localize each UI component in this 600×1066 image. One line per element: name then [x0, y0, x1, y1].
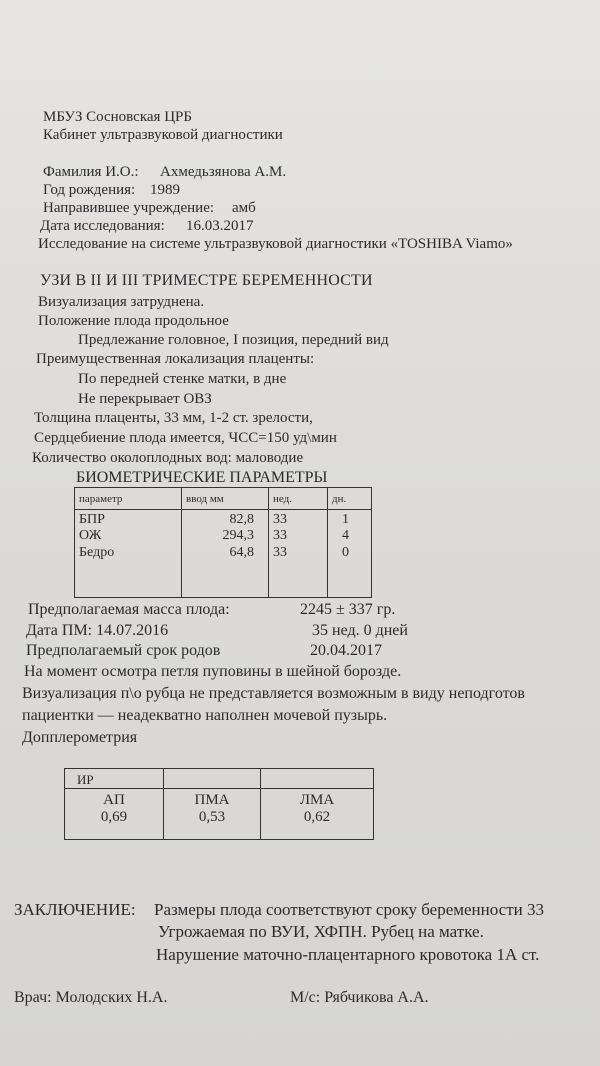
exam-title: УЗИ В II И III ТРИМЕСТРЕ БЕРЕМЕННОСТИ — [40, 272, 373, 289]
doppler-value: 0,69 — [65, 809, 164, 839]
finding-line: Преимущественная локализация плаценты: — [36, 351, 315, 367]
biometry-mm: 82,8 — [182, 510, 269, 529]
biometry-title: БИОМЕТРИЧЕСКИЕ ПАРАМЕТРЫ — [76, 469, 328, 486]
due-date-value: 20.04.2017 — [310, 642, 382, 659]
finding-line: Сердцебиение плода имеется, ЧСС=150 уд\мин — [34, 430, 337, 446]
doppler-title: Допплерометрия — [22, 729, 138, 746]
referral-value: амб — [232, 200, 256, 216]
conclusion-line: Размеры плода соответствуют сроку беременности 33 — [154, 900, 544, 919]
table-row — [65, 789, 374, 810]
referral-label: Направившее учреждение: — [43, 200, 215, 216]
doppler-header: ПМА — [164, 789, 261, 810]
conclusion-line: Угрожаемая по ВУИ, ХФПН. Рубец на матке. — [158, 922, 484, 941]
doppler-table — [64, 768, 374, 840]
table-row — [75, 528, 372, 545]
doppler-header-row — [65, 769, 374, 789]
conclusion-line: Нарушение маточно-плацентарного кровотока 1А ст. — [156, 945, 540, 964]
finding-line: Положение плода продольное — [38, 313, 229, 329]
ultrasound-system-line: Исследование на системе ультразвуковой диагностики «TOSHIBA Viamo» — [38, 236, 513, 252]
exam-date-label: Дата исследования: — [40, 218, 165, 234]
scar-visualization-line: Визуализация п\о рубца не представляется возможным в виду неподготов — [22, 685, 525, 702]
biometry-days: 4 — [342, 528, 349, 543]
finding-line: Предлежание головное, I позиция, передний вид — [78, 332, 389, 348]
ir-label: ИР — [65, 769, 164, 789]
biometry-header-row — [75, 488, 372, 510]
doppler-value: 0,62 — [303, 809, 331, 826]
table-row — [75, 545, 372, 562]
biometry-param: Бедро — [75, 545, 182, 562]
biometry-header: нед. — [269, 488, 328, 510]
table-row — [65, 809, 374, 839]
doppler-header: ЛМА — [299, 792, 335, 809]
conclusion-label: ЗАКЛЮЧЕНИЕ: — [14, 900, 136, 919]
doppler-header: АП — [65, 789, 164, 810]
biometry-header: ввод мм — [182, 488, 269, 510]
scar-visualization-line: пациентки — неадекватно наполнен мочевой пузырь. — [22, 707, 388, 724]
nurse-signature: М/с: Рябчикова А.А. — [290, 989, 429, 1006]
patient-name-value: Ахмедьзянова А.М. — [160, 164, 287, 180]
fetal-mass-label: Предполагаемая масса плода: — [28, 601, 230, 618]
lmp-value: 35 нед. 0 дней — [312, 622, 408, 639]
biometry-days: 1 — [342, 512, 349, 527]
exam-date-value: 16.03.2017 — [186, 218, 254, 234]
cord-line: На момент осмотра петля пуповины в шейной борозде. — [24, 663, 402, 680]
biometry-header: дн. — [332, 493, 347, 505]
biometry-weeks: 33 — [269, 510, 328, 529]
fetal-mass-value: 2245 ± 337 гр. — [300, 601, 396, 618]
table-row — [75, 510, 372, 529]
finding-line: По передней стенке матки, в дне — [78, 371, 287, 387]
doppler-value: 0,53 — [164, 809, 261, 839]
finding-line: Визуализация затруднена. — [38, 294, 205, 310]
birth-year-label: Год рождения: — [43, 182, 136, 198]
finding-line: Толщина плаценты, 33 мм, 1-2 ст. зрелости, — [34, 410, 313, 426]
finding-line: Количество околоплодных вод: маловодие — [32, 450, 304, 466]
biometry-mm: 294,3 — [182, 528, 269, 545]
biometry-mm: 64,8 — [182, 545, 269, 562]
biometry-header: параметр — [75, 488, 182, 510]
biometry-param: ОЖ — [75, 528, 182, 545]
biometry-weeks: 33 — [269, 528, 328, 545]
due-date-label: Предполагаемый срок родов — [26, 642, 221, 659]
institution-name: МБУЗ Сосновская ЦРБ — [43, 109, 192, 125]
table-row — [75, 562, 372, 597]
doctor-signature: Врач: Молодских Н.А. — [14, 989, 168, 1006]
biometry-days: 0 — [342, 545, 349, 560]
biometry-table — [74, 487, 372, 598]
patient-name-label: Фамилия И.О.: — [43, 164, 139, 180]
birth-year-value: 1989 — [150, 182, 180, 198]
finding-line: Не перекрывает ОВЗ — [78, 391, 212, 407]
biometry-weeks: 33 — [269, 545, 328, 562]
lmp-label: Дата ПМ: 14.07.2016 — [26, 622, 169, 639]
biometry-param: БПР — [75, 510, 182, 529]
department-name: Кабинет ультразвуковой диагностики — [43, 127, 283, 143]
